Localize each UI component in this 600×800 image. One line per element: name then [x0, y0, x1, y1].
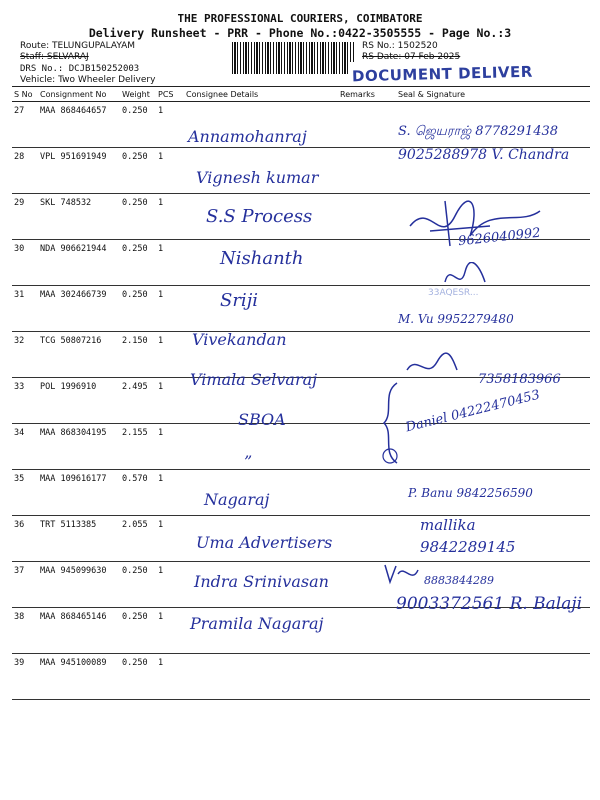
- row-consignment: VPL 951691949: [38, 148, 120, 194]
- row-consignment: SKL 748532: [38, 194, 120, 240]
- document-delivered-stamp: DOCUMENT DELIVER: [351, 62, 534, 86]
- row-pcs: 1: [156, 516, 184, 562]
- handwritten-consignee: Vivekandan: [192, 330, 287, 349]
- barcode-top: [232, 42, 354, 62]
- row-sno: 30: [12, 240, 38, 286]
- handwritten-signature: 7358183966: [478, 372, 561, 387]
- row-sno: 31: [12, 286, 38, 332]
- drs-number: DRS No.: DCJB150252003: [20, 64, 140, 74]
- row-sno: 35: [12, 470, 38, 516]
- row-weight: 0.250: [120, 562, 156, 608]
- handwritten-consignee: Vimala Selvaraj: [190, 370, 318, 389]
- col-weight: Weight: [120, 87, 156, 102]
- row-weight: 0.250: [120, 148, 156, 194]
- row-sno: 28: [12, 148, 38, 194]
- row-weight: 0.250: [120, 240, 156, 286]
- row-remarks: [338, 240, 396, 286]
- row-consignment: TCG 50807216: [38, 332, 120, 378]
- seal-gstin: 33AQESR...: [428, 288, 479, 298]
- row-remarks: [338, 194, 396, 240]
- handwritten-consignee: Annamohanraj: [188, 127, 307, 146]
- handwritten-consignee: ”: [244, 452, 253, 471]
- handwritten-signature: M. Vu 9952279480: [398, 312, 514, 326]
- handwritten-consignee: Nishanth: [220, 248, 304, 269]
- row-remarks: [338, 332, 396, 378]
- row-pcs: 1: [156, 148, 184, 194]
- row-remarks: [338, 286, 396, 332]
- col-sno: S No: [12, 87, 38, 102]
- row-consignee-cell: [184, 286, 338, 332]
- table-row: [12, 654, 590, 700]
- handwritten-consignee: Sriji: [220, 290, 259, 311]
- col-pcs: PCS: [156, 87, 184, 102]
- handwritten-signature: P. Banu 9842256590: [408, 486, 533, 500]
- row-remarks: [338, 102, 396, 148]
- handwritten-consignee: Nagaraj: [204, 490, 270, 509]
- row-consignment: MAA 945099630: [38, 562, 120, 608]
- row-sno: 27: [12, 102, 38, 148]
- table-header: [12, 87, 590, 102]
- row-pcs: 1: [156, 194, 184, 240]
- row-remarks: [338, 654, 396, 700]
- row-consignment: TRT 5113385: [38, 516, 120, 562]
- row-consignment: MAA 868465146: [38, 608, 120, 654]
- handwritten-signature: Daniel 04222470453: [404, 387, 542, 436]
- row-pcs: 1: [156, 562, 184, 608]
- row-pcs: 1: [156, 286, 184, 332]
- row-consignment: MAA 945100089: [38, 654, 120, 700]
- handwritten-consignee: SBOA: [238, 410, 286, 429]
- row-sno: 37: [12, 562, 38, 608]
- handwritten-signature: 9003372561 R. Balaji: [396, 594, 583, 614]
- row-consignment: NDA 906621944: [38, 240, 120, 286]
- row-pcs: 1: [156, 378, 184, 424]
- row-weight: 0.250: [120, 194, 156, 240]
- row-signature-cell: [396, 654, 590, 700]
- scribble-signature-icon: [400, 196, 570, 256]
- handwritten-signature: 9025288978 V. Chandra: [398, 147, 570, 163]
- vehicle-label: Vehicle: Two Wheeler Delivery: [20, 75, 156, 85]
- handwritten-consignee: S.S Process: [206, 206, 313, 227]
- col-consignment: Consignment No: [38, 87, 120, 102]
- scribble-signature-icon: [440, 262, 490, 292]
- row-consignment: MAA 302466739: [38, 286, 120, 332]
- row-consignment: POL 1996910: [38, 378, 120, 424]
- handwritten-consignee: Uma Advertisers: [196, 533, 333, 552]
- row-weight: 0.250: [120, 654, 156, 700]
- row-sno: 29: [12, 194, 38, 240]
- row-pcs: 1: [156, 102, 184, 148]
- row-weight: 0.250: [120, 102, 156, 148]
- col-remarks: Remarks: [338, 87, 396, 102]
- row-signature-cell: [396, 608, 590, 654]
- row-sno: 32: [12, 332, 38, 378]
- row-consignment: MAA 868464657: [38, 102, 120, 148]
- barcode-bottom: [232, 60, 348, 74]
- row-weight: 2.150: [120, 332, 156, 378]
- table-row: [12, 424, 590, 470]
- row-remarks: [338, 470, 396, 516]
- row-sno: 39: [12, 654, 38, 700]
- row-weight: 0.250: [120, 286, 156, 332]
- row-pcs: 1: [156, 424, 184, 470]
- row-sno: 33: [12, 378, 38, 424]
- handwritten-signature: mallika 9842289145: [420, 516, 516, 556]
- row-weight: 2.055: [120, 516, 156, 562]
- runsheet-subtitle: Delivery Runsheet - PRR - Phone No.:0422-3505555 - Page No.:3: [88, 26, 512, 40]
- row-consignment: MAA 868304195: [38, 424, 120, 470]
- handwritten-consignee: Indra Srinivasan: [194, 572, 329, 591]
- row-pcs: 1: [156, 654, 184, 700]
- row-remarks: [338, 608, 396, 654]
- row-remarks: [338, 148, 396, 194]
- staff-label: Staff: SELVARAJ: [20, 52, 89, 62]
- row-weight: 2.155: [120, 424, 156, 470]
- rs-date: RS Date: 07 Feb 2025: [362, 52, 461, 62]
- handwritten-signature: 9626040992: [457, 225, 542, 250]
- row-consignment: MAA 109616177: [38, 470, 120, 516]
- handwritten-signature: 8883844289: [424, 574, 494, 587]
- row-pcs: 1: [156, 332, 184, 378]
- row-sno: 34: [12, 424, 38, 470]
- handwritten-signature: S. ஜெயராஜ் 8778291438: [398, 124, 559, 139]
- col-consignee: Consignee Details: [184, 87, 338, 102]
- row-pcs: 1: [156, 240, 184, 286]
- row-weight: 0.250: [120, 608, 156, 654]
- company-title: THE PROFESSIONAL COURIERS, COIMBATORE: [177, 12, 423, 25]
- row-weight: 2.495: [120, 378, 156, 424]
- row-sno: 38: [12, 608, 38, 654]
- handwritten-consignee: Vignesh kumar: [196, 168, 319, 187]
- scribble-signature-icon: [382, 562, 422, 586]
- handwritten-consignee: Pramila Nagaraj: [190, 614, 324, 633]
- row-weight: 0.570: [120, 470, 156, 516]
- row-consignee-cell: [184, 424, 338, 470]
- route-label: Route: TELUNGUPALAYAM: [20, 41, 136, 51]
- row-consignee-cell: [184, 654, 338, 700]
- row-pcs: 1: [156, 608, 184, 654]
- row-pcs: 1: [156, 470, 184, 516]
- row-remarks: [338, 516, 396, 562]
- col-signature: Seal & Signature: [396, 87, 590, 102]
- rs-number: RS No.: 1502520: [362, 41, 438, 51]
- row-sno: 36: [12, 516, 38, 562]
